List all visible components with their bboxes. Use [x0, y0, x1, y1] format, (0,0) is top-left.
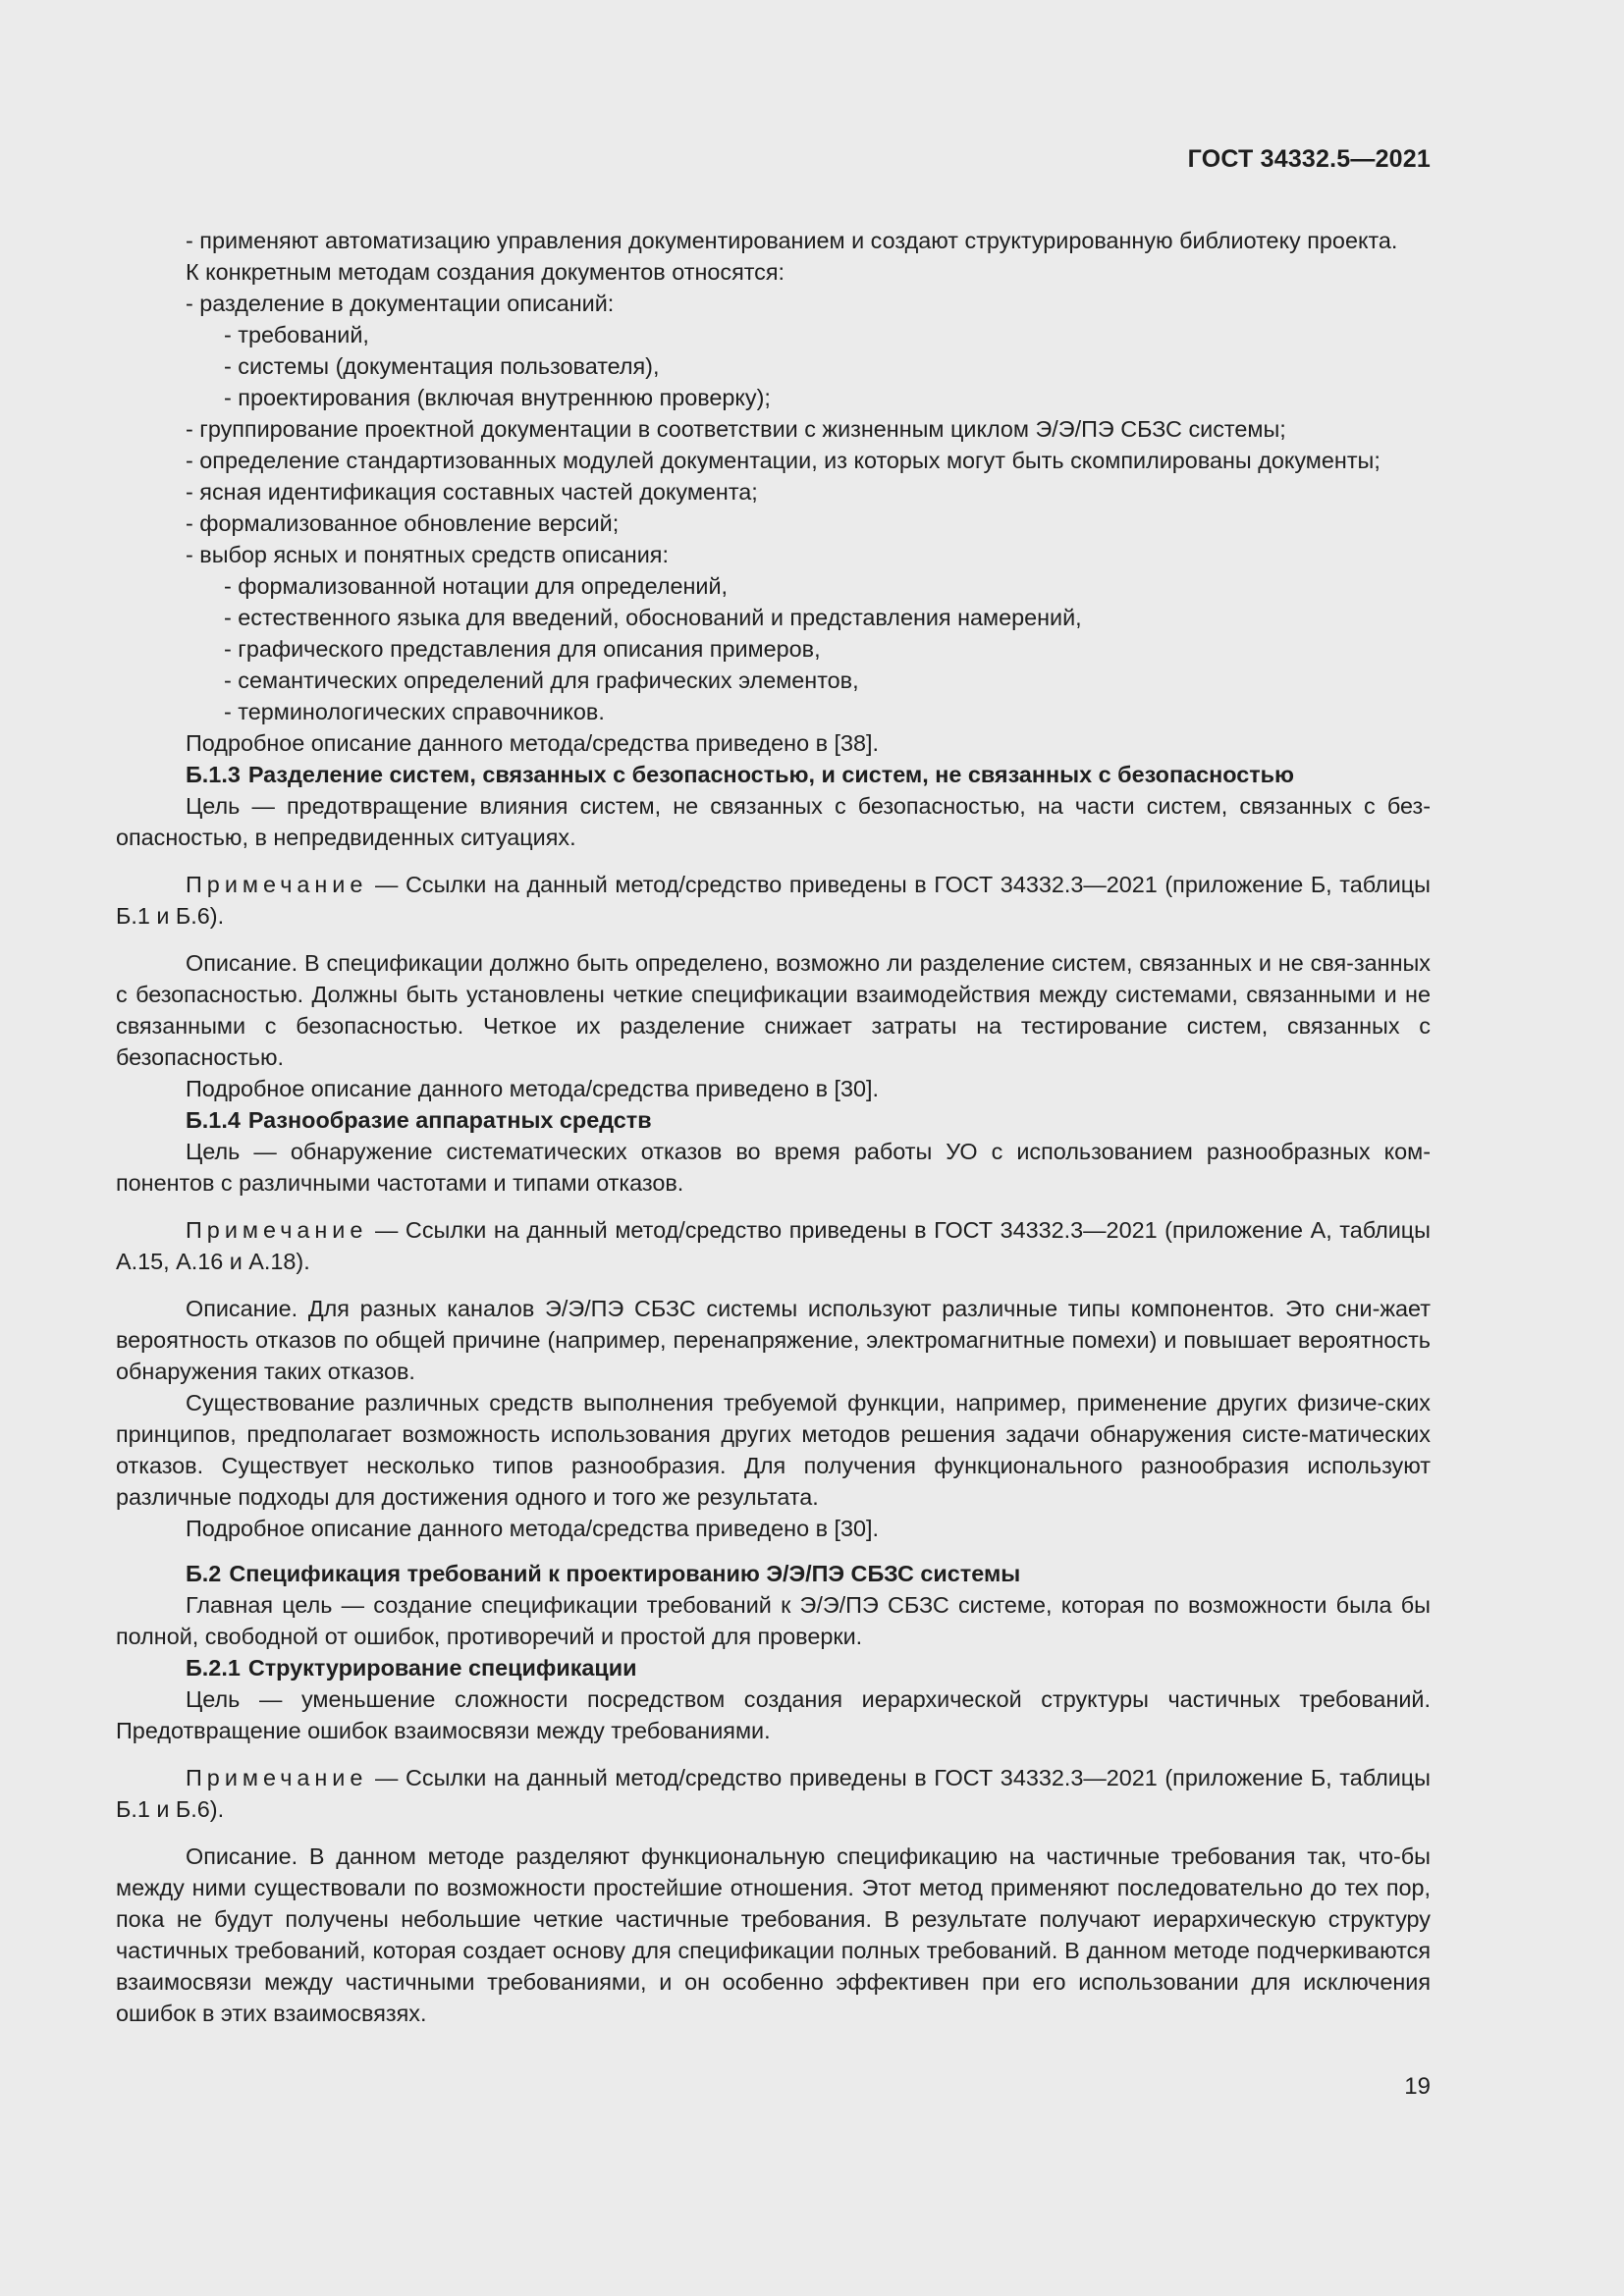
goal-paragraph: Цель — предотвращение влияния систем, не связанных с безопасностью, на части систем, связанных с без-опасностью, в непредвиденных ситуациях.: [116, 793, 1431, 850]
note: [116, 869, 1431, 932]
note-label: Примечание: [186, 1217, 368, 1243]
reference-paragraph: Подробное описание данного метода/средства приведено в [30].: [186, 1076, 880, 1101]
sub-list-item: - естественного языка для введений, обоснований и представления намерений,: [224, 605, 1082, 630]
sub-list-item: - семантических определений для графических элементов,: [224, 667, 859, 693]
section-title: Спецификация требований к проектированию Э/Э/ПЭ СБЗС системы: [229, 1561, 1021, 1586]
sub-list-item: - проектирования (включая внутреннюю проверку);: [224, 385, 771, 410]
section-title: Разнообразие аппаратных средств: [247, 1107, 652, 1133]
note-text: — Ссылки на данный метод/средство приведены в ГОСТ 34332.3—2021 (приложение Б, таблицы Б.1 и Б.6).: [116, 1765, 1431, 1822]
sub-list-item: - терминологических справочников.: [224, 699, 605, 724]
list-item: - определение стандартизованных модулей документации, из которых могут быть скомпилированы документы;: [186, 448, 1380, 473]
section-number: Б.1.4: [186, 1107, 241, 1133]
reference-paragraph: Подробное описание данного метода/средства приведено в [30].: [186, 1516, 880, 1541]
section-title: Структурирование спецификации: [247, 1655, 637, 1681]
list-item: - формализованное обновление версий;: [186, 510, 620, 536]
description-paragraph: Описание. Для разных каналов Э/Э/ПЭ СБЗС системы используют различные типы компонентов. Это сни-жает вероятность отказов по общей причине (например, перенапряжение, электромагнитные помехи) и повышает вероятность обнаружения таких отказов.: [116, 1296, 1431, 1384]
paragraph: К конкретным методам создания документов относятся:: [186, 259, 785, 285]
paragraph: - применяют автоматизацию управления документированием и создают структурированную библиотеку проекта.: [186, 228, 1398, 253]
list-item: - выбор ясных и понятных средств описания:: [186, 542, 669, 567]
note-label: Примечание: [186, 1765, 368, 1790]
description-paragraph: Описание. В спецификации должно быть определено, возможно ли разделение систем, связанных и не свя-занных с безопасностью. Должны быть установлены четкие спецификации взаимодействия между системами, связанными и не связанными с безопасностью. Четкое их разделение снижает затраты на тестирование систем, связанных с безопасностью.: [116, 950, 1431, 1070]
sub-list-item: - графического представления для описания примеров,: [224, 636, 821, 662]
sub-list-item: - формализованной нотации для определений,: [224, 573, 729, 599]
section-heading: [116, 1558, 1431, 1589]
goal-paragraph: Цель — уменьшение сложности посредством создания иерархической структуры частичных требований. Предотвращение ошибок взаимосвязи между требованиями.: [116, 1686, 1431, 1743]
document-id: ГОСТ 34332.5—2021: [1187, 145, 1431, 173]
note-text: — Ссылки на данный метод/средство приведены в ГОСТ 34332.3—2021 (приложение А, таблицы А.15, А.16 и А.18).: [116, 1217, 1431, 1274]
note: [116, 1214, 1431, 1277]
description-paragraph: Описание. В данном методе разделяют функциональную спецификацию на частичные требования так, что-бы между ними существовали по возможности простейшие отношения. Этот метод применяют последовательно до тех пор, пока не будут получены небольшие четкие частичные требования. В результате получают иерархическую структуру частичных требований, которая создает основу для спецификации полных требований. В данном методе подчеркиваются взаимосвязи между частичными требованиями, и он особенно эффективен при его использовании для исключения ошибок в этих взаимосвязях.: [116, 1843, 1431, 2026]
section-heading: [116, 759, 1431, 790]
section-heading: [116, 1104, 1431, 1136]
note: [116, 1762, 1431, 1825]
goal-paragraph: Цель — обнаружение систематических отказов во время работы УО с использованием разнообразных ком-понентов с различными частотами и типами отказов.: [116, 1139, 1431, 1196]
section-number: Б.1.3: [186, 762, 241, 787]
section-title: Разделение систем, связанных с безопасностью, и систем, не связанных с безопасностью: [247, 762, 1295, 787]
list-item: - группирование проектной документации в соответствии с жизненным циклом Э/Э/ПЭ СБЗС системы;: [186, 416, 1286, 442]
reference-paragraph: Подробное описание данного метода/средства приведено в [38].: [186, 730, 880, 756]
goal-paragraph: Главная цель — создание спецификации требований к Э/Э/ПЭ СБЗС системе, которая по возможности была бы полной, свободной от ошибок, противоречий и простой для проверки.: [116, 1592, 1431, 1649]
section-number: Б.2.1: [186, 1655, 241, 1681]
page-number: 19: [1404, 2073, 1431, 2100]
sub-list-item: - системы (документация пользователя),: [224, 353, 660, 379]
section-number: Б.2: [186, 1561, 222, 1586]
list-item: - разделение в документации описаний:: [186, 291, 615, 316]
note-label: Примечание: [186, 872, 368, 897]
section-heading: [116, 1652, 1431, 1683]
page-content: [116, 225, 1431, 2029]
description-paragraph: Существование различных средств выполнения требуемой функции, например, применение других физиче-ских принципов, предполагает возможность использования других методов решения задачи обнаружения систе-матических отказов. Существует несколько типов разнообразия. Для получения функционального разнообразия используют различные подходы для достижения одного и того же результата.: [116, 1390, 1431, 1510]
sub-list-item: - требований,: [224, 322, 369, 347]
note-text: — Ссылки на данный метод/средство приведены в ГОСТ 34332.3—2021 (приложение Б, таблицы Б.1 и Б.6).: [116, 872, 1431, 929]
list-item: - ясная идентификация составных частей документа;: [186, 479, 758, 505]
